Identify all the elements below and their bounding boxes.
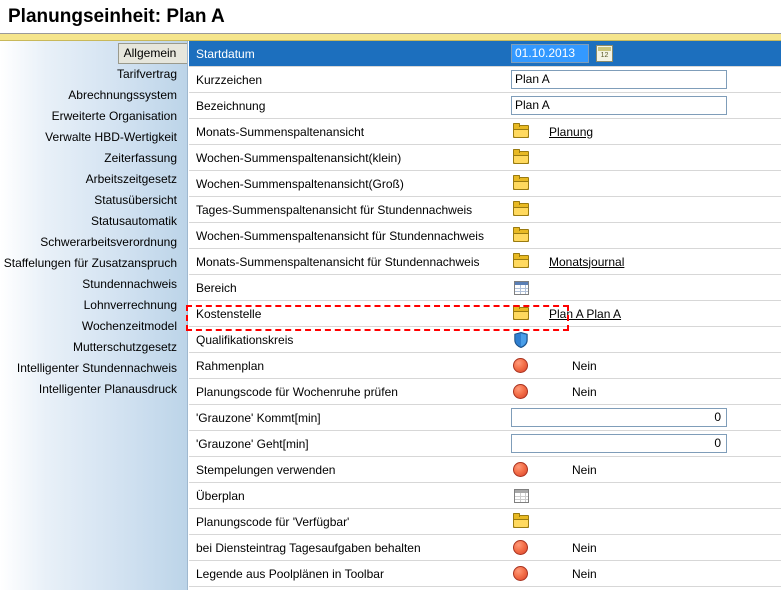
form-row-value: [461, 353, 781, 378]
sidebar-item-15[interactable]: [0, 358, 187, 379]
form-row-value: [461, 41, 781, 66]
status-circle-wrapper: [461, 462, 533, 477]
number-field-wrapper: [461, 408, 727, 427]
boolean-value-text: Nein: [572, 566, 597, 581]
sidebar-item-0[interactable]: [118, 43, 187, 64]
form-row-label: Wochen-Summenspaltenansicht(klein): [196, 150, 402, 165]
form-row[interactable]: [189, 561, 781, 587]
folder-icon[interactable]: [513, 255, 529, 268]
form-row-label: Rahmenplan: [196, 358, 265, 373]
sidebar-item-4[interactable]: [0, 127, 187, 148]
sidebar-item-label: Abrechnungssystem: [68, 88, 177, 102]
sidebar-item-3[interactable]: [0, 106, 187, 127]
form-row-label: 'Grauzone' Kommt[min]: [196, 410, 321, 425]
form-row-value: [461, 431, 781, 456]
table-icon-wrapper: [461, 489, 541, 503]
value-link[interactable]: Planung: [549, 124, 594, 139]
form-row[interactable]: [189, 327, 781, 353]
form-row-value: [461, 275, 781, 300]
number-input[interactable]: [511, 434, 727, 453]
sidebar-item-label: Allgemein: [123, 46, 177, 60]
value-link[interactable]: Monatsjournal: [549, 254, 625, 269]
boolean-value-text: Nein: [572, 540, 597, 555]
shield-icon-wrapper: [461, 332, 541, 348]
form-row[interactable]: [189, 223, 781, 249]
form-row[interactable]: [189, 405, 781, 431]
shield-icon[interactable]: [514, 332, 528, 348]
folder-icon-wrapper: [461, 125, 541, 138]
form-row-value: [461, 509, 781, 534]
form-row-label: Tages-Summenspaltenansicht für Stundennachweis: [196, 202, 473, 217]
status-circle-wrapper: [461, 384, 533, 399]
boolean-value-text: Nein: [572, 358, 597, 373]
form-row-value: [461, 301, 781, 326]
form-row-label: Qualifikationskreis: [196, 332, 294, 347]
folder-icon-wrapper: [461, 515, 541, 528]
sidebar-item-9[interactable]: [0, 232, 187, 253]
text-field-wrapper: [461, 70, 727, 89]
sidebar-item-label: Statusautomatik: [90, 214, 177, 228]
sidebar-item-label: Lohnverrechnung: [83, 298, 177, 312]
boolean-value-text: Nein: [572, 384, 597, 399]
form-row-label: Kostenstelle: [196, 306, 262, 321]
sidebar-item-14[interactable]: [0, 337, 187, 358]
form-row[interactable]: [189, 119, 781, 145]
status-circle-icon[interactable]: [513, 566, 528, 581]
sidebar-item-label: Schwerarbeitsverordnung: [40, 235, 177, 249]
status-circle-wrapper: [461, 540, 533, 555]
form-row[interactable]: [189, 301, 781, 327]
folder-icon[interactable]: [513, 177, 529, 190]
value-link[interactable]: Plan A Plan A: [549, 306, 622, 321]
form-row-value: [461, 119, 781, 144]
form-row-value: [461, 405, 781, 430]
sidebar-item-label: Tarifvertrag: [116, 67, 177, 81]
form-row[interactable]: [189, 41, 781, 67]
settings-form: [189, 41, 781, 599]
form-row[interactable]: [189, 379, 781, 405]
form-row-label: Bereich: [196, 280, 237, 295]
form-row-label: Wochen-Summenspaltenansicht für Stundennachweis: [196, 228, 484, 243]
sidebar-item-label: Arbeitszeitgesetz: [85, 172, 177, 186]
form-row[interactable]: [189, 509, 781, 535]
sidebar-item-1[interactable]: [0, 64, 187, 85]
sidebar-item-label: Intelligenter Stundennachweis: [16, 361, 177, 375]
form-row-value: [461, 223, 781, 248]
sidebar-item-8[interactable]: [0, 211, 187, 232]
sidebar-item-label: Wochenzeitmodel: [81, 319, 177, 333]
folder-icon-wrapper: [461, 255, 541, 268]
form-row-value: [461, 379, 781, 404]
form-row-value: [461, 197, 781, 222]
toolbar-strip: [0, 34, 781, 41]
boolean-value-text: Nein: [572, 462, 597, 477]
folder-icon-wrapper: [461, 229, 541, 242]
folder-icon[interactable]: [513, 151, 529, 164]
sidebar-item-7[interactable]: [0, 190, 187, 211]
date-field-wrapper: [461, 44, 613, 63]
sidebar-item-label: Staffelungen für Zusatzanspruch: [3, 256, 177, 270]
form-row-value: [461, 67, 781, 92]
form-row[interactable]: [189, 67, 781, 93]
status-circle-icon[interactable]: [513, 540, 528, 555]
form-row-label: Legende aus Poolplänen in Toolbar: [196, 566, 384, 581]
folder-icon[interactable]: [513, 203, 529, 216]
sidebar-item-label: Statusübersicht: [94, 193, 177, 207]
form-row-value: [461, 171, 781, 196]
sidebar-item-label: Mutterschutzgesetz: [72, 340, 177, 354]
form-row-label: Bezeichnung: [196, 98, 266, 113]
form-row-value: [461, 483, 781, 508]
folder-icon-wrapper: [461, 307, 541, 320]
form-row[interactable]: [189, 457, 781, 483]
form-row-value: [461, 561, 781, 586]
status-circle-icon[interactable]: [513, 358, 528, 373]
form-row-label: Startdatum: [196, 46, 255, 61]
table-icon[interactable]: [514, 281, 529, 295]
form-row-label: Kurzzeichen: [196, 72, 263, 87]
form-row[interactable]: [189, 249, 781, 275]
table-icon-wrapper: [461, 281, 541, 295]
startdatum-input[interactable]: [511, 44, 589, 63]
form-row-value: [461, 457, 781, 482]
folder-icon[interactable]: [513, 515, 529, 528]
form-row-label: Stempelungen verwenden: [196, 462, 336, 477]
sidebar-item-12[interactable]: [0, 295, 187, 316]
calendar-icon-glyph: 12: [600, 52, 609, 59]
status-circle-wrapper: [461, 358, 533, 373]
form-row-label: Monats-Summenspaltenansicht: [196, 124, 365, 139]
sidebar-item-label: Verwalte HBD-Wertigkeit: [45, 130, 177, 144]
window-titlebar: [0, 0, 781, 34]
sidebar-item-label: Erweiterte Organisation: [51, 109, 177, 123]
form-row[interactable]: [189, 275, 781, 301]
calendar-icon[interactable]: [596, 45, 613, 62]
sidebar-item-11[interactable]: [0, 274, 187, 295]
form-row-value: [461, 535, 781, 560]
sidebar-item-5[interactable]: [0, 148, 187, 169]
form-row-value: [461, 249, 781, 274]
form-row[interactable]: [189, 535, 781, 561]
status-circle-icon[interactable]: [513, 462, 528, 477]
text-field-wrapper: [461, 96, 727, 115]
form-row-value: [461, 327, 781, 352]
text-input[interactable]: [511, 70, 727, 89]
sidebar-item-label: Intelligenter Planausdruck: [38, 382, 177, 396]
status-circle-icon[interactable]: [513, 384, 528, 399]
sidebar-item-label: Zeiterfassung: [104, 151, 177, 165]
folder-icon[interactable]: [513, 125, 529, 138]
sidebar: [0, 41, 188, 599]
form-row[interactable]: [189, 197, 781, 223]
page-title: Planungseinheit: Plan A: [8, 5, 225, 27]
sidebar-item-13[interactable]: [0, 316, 187, 337]
form-row[interactable]: [189, 171, 781, 197]
folder-icon-wrapper: [461, 151, 541, 164]
form-row-label: 'Grauzone' Geht[min]: [196, 436, 309, 451]
form-row-label: Planungscode für Wochenruhe prüfen: [196, 384, 398, 399]
form-row-label: Planungscode für 'Verfügbar': [196, 514, 350, 529]
sidebar-item-10[interactable]: [0, 253, 187, 274]
table-icon[interactable]: [514, 489, 529, 503]
form-row-label: bei Diensteintrag Tagesaufgaben behalten: [196, 540, 421, 555]
folder-icon[interactable]: [513, 229, 529, 242]
number-field-wrapper: [461, 434, 727, 453]
form-row[interactable]: [189, 145, 781, 171]
sidebar-item-2[interactable]: [0, 85, 187, 106]
form-row[interactable]: [189, 431, 781, 457]
status-circle-wrapper: [461, 566, 533, 581]
form-row-value: [461, 145, 781, 170]
form-row-label: Überplan: [196, 488, 245, 503]
number-input[interactable]: [511, 408, 727, 427]
form-row[interactable]: [189, 353, 781, 379]
window-bottom-edge: [0, 590, 781, 599]
text-input[interactable]: [511, 96, 727, 115]
form-row-label: Monats-Summenspaltenansicht für Stundennachweis: [196, 254, 480, 269]
form-row-value: [461, 93, 781, 118]
form-row-label: Wochen-Summenspaltenansicht(Groß): [196, 176, 404, 191]
sidebar-item-6[interactable]: [0, 169, 187, 190]
folder-icon-wrapper: [461, 203, 541, 216]
sidebar-item-label: Stundennachweis: [82, 277, 177, 291]
folder-icon[interactable]: [513, 307, 529, 320]
sidebar-item-16[interactable]: [0, 379, 187, 400]
form-row[interactable]: [189, 93, 781, 119]
folder-icon-wrapper: [461, 177, 541, 190]
form-row[interactable]: [189, 483, 781, 509]
